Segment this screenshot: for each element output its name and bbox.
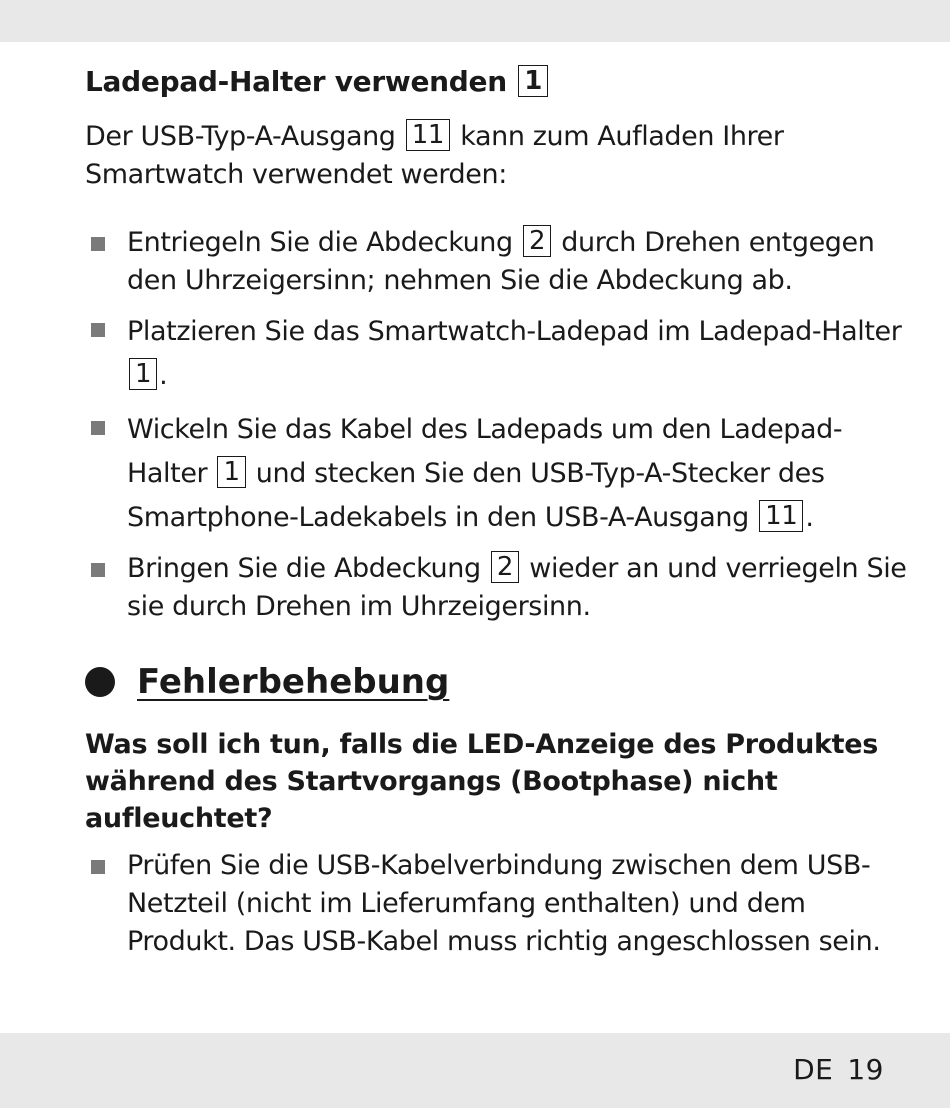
section-title [85, 62, 915, 102]
troubleshooting-heading [85, 660, 915, 704]
bullet-square-icon [91, 323, 105, 337]
steps-list [85, 224, 915, 626]
top-band [0, 0, 950, 42]
reference-box: 11 [759, 500, 803, 532]
troubleshooting-title: Fehlerbehebung [137, 662, 450, 702]
bullet-square-icon [91, 860, 105, 874]
answer-list [85, 847, 915, 961]
intro-text-start: Der USB-Typ-A-Ausgang [85, 121, 396, 152]
list-item [85, 847, 915, 961]
language-code: DE [793, 1053, 834, 1086]
list-item [85, 550, 915, 626]
step-text-end: wieder an und verriegeln Sie sie durch Drehen im Uhrzeigersinn. [127, 553, 907, 622]
intro-text-end: kann zum Aufladen Ihrer Smartwatch verwendet werden: [85, 121, 784, 190]
step-text-end: durch Drehen entgegen den Uhrzeigersinn; nehmen Sie die Abdeckung ab. [127, 227, 875, 296]
reference-box: 2 [491, 551, 519, 583]
reference-box: 11 [406, 119, 450, 151]
step-text-start: Platzieren Sie das Smartwatch-Ladepad im Ladepad-Halter [127, 316, 902, 347]
list-item [85, 310, 915, 398]
reference-box: 1 [129, 358, 157, 390]
step-text-end: . [159, 360, 168, 391]
section-title-text: Ladepad-Halter verwenden [85, 65, 507, 98]
faq-question: Was soll ich tun, falls die LED-Anzeige des Produktes während des Startvorgangs (Bootphase) nicht aufleuchtet? [85, 729, 879, 834]
reference-box: 2 [523, 225, 551, 257]
list-item [85, 224, 915, 300]
page-footer [793, 1053, 884, 1086]
step-text-middle: und stecken Sie den USB-Typ-A-Stecker des Smartphone-Ladekabels in den USB-A-Ausgang [127, 458, 825, 533]
reference-box: 1 [217, 456, 245, 488]
page-number: 19 [847, 1053, 884, 1086]
step-text-end: . [805, 502, 814, 533]
bullet-square-icon [91, 421, 105, 435]
step-text-start: Wickeln Sie das Kabel des Ladepads um den Ladepad-Halter [127, 414, 843, 489]
list-item [85, 408, 915, 540]
faq-answer: Prüfen Sie die USB-Kabelverbindung zwischen dem USB-Netzteil (nicht im Lieferumfang enthalten) und dem Produkt. Das USB-Kabel muss richtig angeschlossen sein. [127, 850, 881, 957]
bullet-dot-icon [85, 667, 115, 697]
bullet-square-icon [91, 237, 105, 251]
intro-paragraph [85, 118, 915, 194]
step-text-start: Bringen Sie die Abdeckung [127, 553, 481, 584]
bullet-square-icon [91, 563, 105, 577]
page-content [85, 62, 915, 961]
reference-box: 1 [518, 65, 548, 97]
step-text-start: Entriegeln Sie die Abdeckung [127, 227, 513, 258]
